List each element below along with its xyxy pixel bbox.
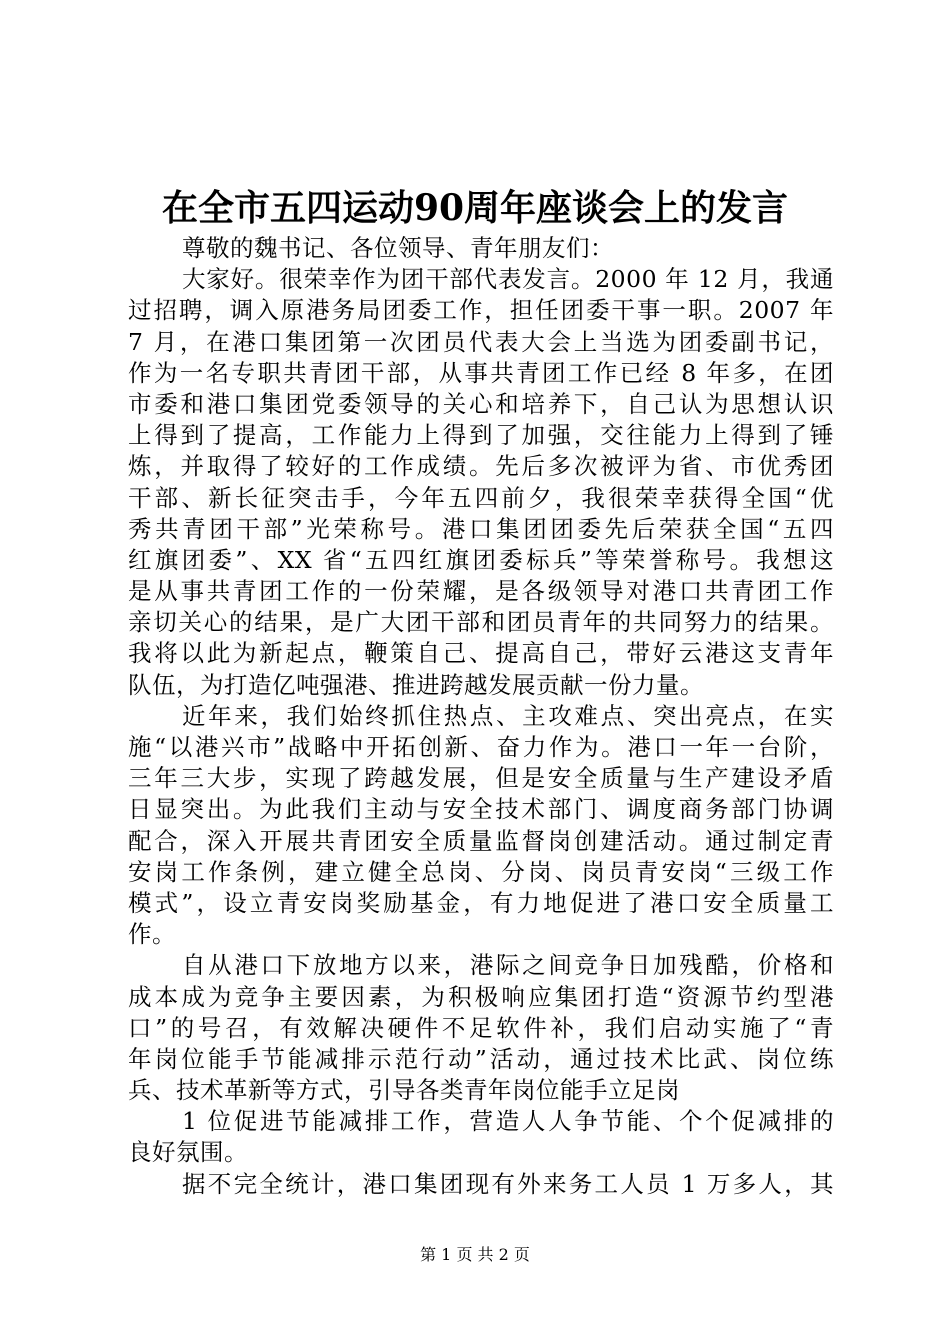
text-line: 据不完全统计，港口集团现有外来务工人员 1 万多人，其 <box>182 1169 834 1198</box>
text-line: 亲切关心的结果，是广大团干部和团员青年的共同努力的结果。 <box>128 608 834 637</box>
text-line: 市委和港口集团党委领导的关心和培养下，自己认为思想认识 <box>128 389 834 418</box>
text-line: 近年来，我们始终抓住热点、主攻难点、突出亮点，在实 <box>182 701 834 730</box>
text-line: 三年三大步，实现了跨越发展，但是安全质量与生产建设矛盾 <box>128 764 834 793</box>
text-line: 炼，并取得了较好的工作成绩。先后多次被评为省、市优秀团 <box>128 452 834 481</box>
text-line: 队伍，为打造亿吨强港、推进跨越发展贡献一份力量。 <box>128 670 704 699</box>
text-line: 兵、技术革新等方式，引导各类青年岗位能手立足岗 <box>128 1076 680 1105</box>
text-line: 配合，深入开展共青团安全质量监督岗创建活动。通过制定青 <box>128 826 834 855</box>
text-line: 良好氛围。 <box>128 1138 248 1167</box>
text-line: 我将以此为新起点，鞭策自己、提高自己，带好云港这支青年 <box>128 639 834 668</box>
text-line: 日显突出。为此我们主动与安全技术部门、调度商务部门协调 <box>128 795 834 824</box>
text-line: 年岗位能手节能减排示范行动”活动，通过技术比武、岗位练 <box>128 1044 834 1073</box>
text-line: 干部、新长征突击手，今年五四前夕，我很荣幸获得全国“优 <box>128 483 834 512</box>
text-line: 自从港口下放地方以来，港际之间竞争日加残酷，价格和 <box>182 951 834 980</box>
text-line: 秀共青团干部”光荣称号。港口集团团委先后荣获全国“五四 <box>128 514 834 543</box>
text-line: 作为一名专职共青团干部，从事共青团工作已经 8 年多，在团 <box>128 358 834 387</box>
text-line: 施“以港兴市”战略中开拓创新、奋力作为。港口一年一台阶， <box>128 733 834 761</box>
text-line: 口”的号召，有效解决硬件不足软件补，我们启动实施了“青 <box>128 1013 834 1042</box>
text-line: 1 位促进节能减排工作，营造人人争节能、个个促减排的 <box>182 1107 834 1136</box>
text-line: 过招聘，调入原港务局团委工作，担任团委干事一职。2007 年 <box>128 296 834 325</box>
text-line: 上得到了提高，工作能力上得到了加强，交往能力上得到了锤 <box>128 421 834 450</box>
text-line: 红旗团委”、XX 省“五四红旗团委标兵”等荣誉称号。我想这 <box>128 545 834 574</box>
page-number-footer: 第 1 页 共 2 页 <box>420 1245 530 1264</box>
document-title: 在全市五四运动90周年座谈会上的发言 <box>161 187 789 229</box>
text-line: 成本成为竞争主要因素，为积极响应集团打造“资源节约型港 <box>128 982 834 1011</box>
document-body <box>128 233 834 1200</box>
text-line: 是从事共青团工作的一份荣耀，是各级领导对港口共青团工作 <box>128 577 834 606</box>
text-line: 大家好。很荣幸作为团干部代表发言。2000 年 12 月，我通 <box>182 265 834 294</box>
text-line: 作。 <box>128 920 176 949</box>
text-line: 安岗工作条例，建立健全总岗、分岗、岗员青安岗“三级工作 <box>128 857 834 886</box>
text-line: 7 月，在港口集团第一次团员代表大会上当选为团委副书记， <box>128 327 834 356</box>
text-line: 尊敬的魏书记、各位领导、青年朋友们： <box>182 234 614 262</box>
text-line: 模式”，设立青安岗奖励基金，有力地促进了港口安全质量工 <box>128 888 834 917</box>
